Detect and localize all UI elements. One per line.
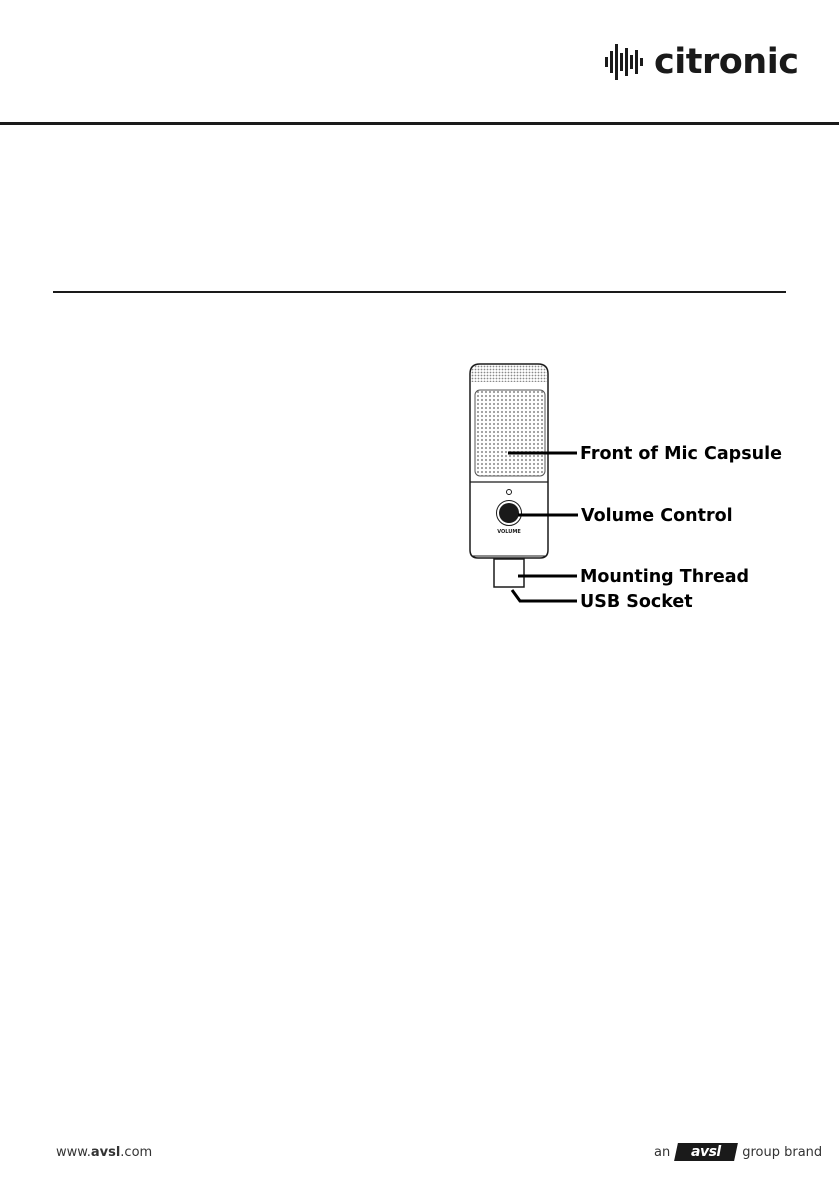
waveform-icon [604,40,648,84]
footer-group-brand [654,1143,822,1161]
brand-prefix: an [654,1144,671,1160]
avsl-logo-text: avsl [691,1144,722,1160]
microphone-diagram [420,350,820,640]
callout-front-capsule: Front of Mic Capsule [580,444,782,464]
url-bold: avsl [90,1145,121,1160]
callout-volume-control: Volume Control [581,506,733,526]
avsl-logo [674,1143,738,1161]
led-indicator [507,490,512,495]
mic-grille [475,390,545,476]
callout-usb-socket: USB Socket [580,592,693,612]
url-prefix: www. [56,1145,91,1160]
header-divider [0,122,839,125]
brand-suffix: group brand [742,1144,823,1160]
section-divider [53,291,786,293]
brand-name: citronic [654,41,799,82]
knob-label: VOLUME [497,529,521,535]
footer-website [56,1145,152,1160]
mic-top-grille [471,365,547,382]
callout-mounting-thread: Mounting Thread [580,567,750,587]
callout-line-usb [512,590,577,601]
volume-knob [499,503,519,523]
url-suffix: .com [120,1145,153,1160]
mounting-thread [494,559,524,587]
citronic-logo [604,38,804,86]
